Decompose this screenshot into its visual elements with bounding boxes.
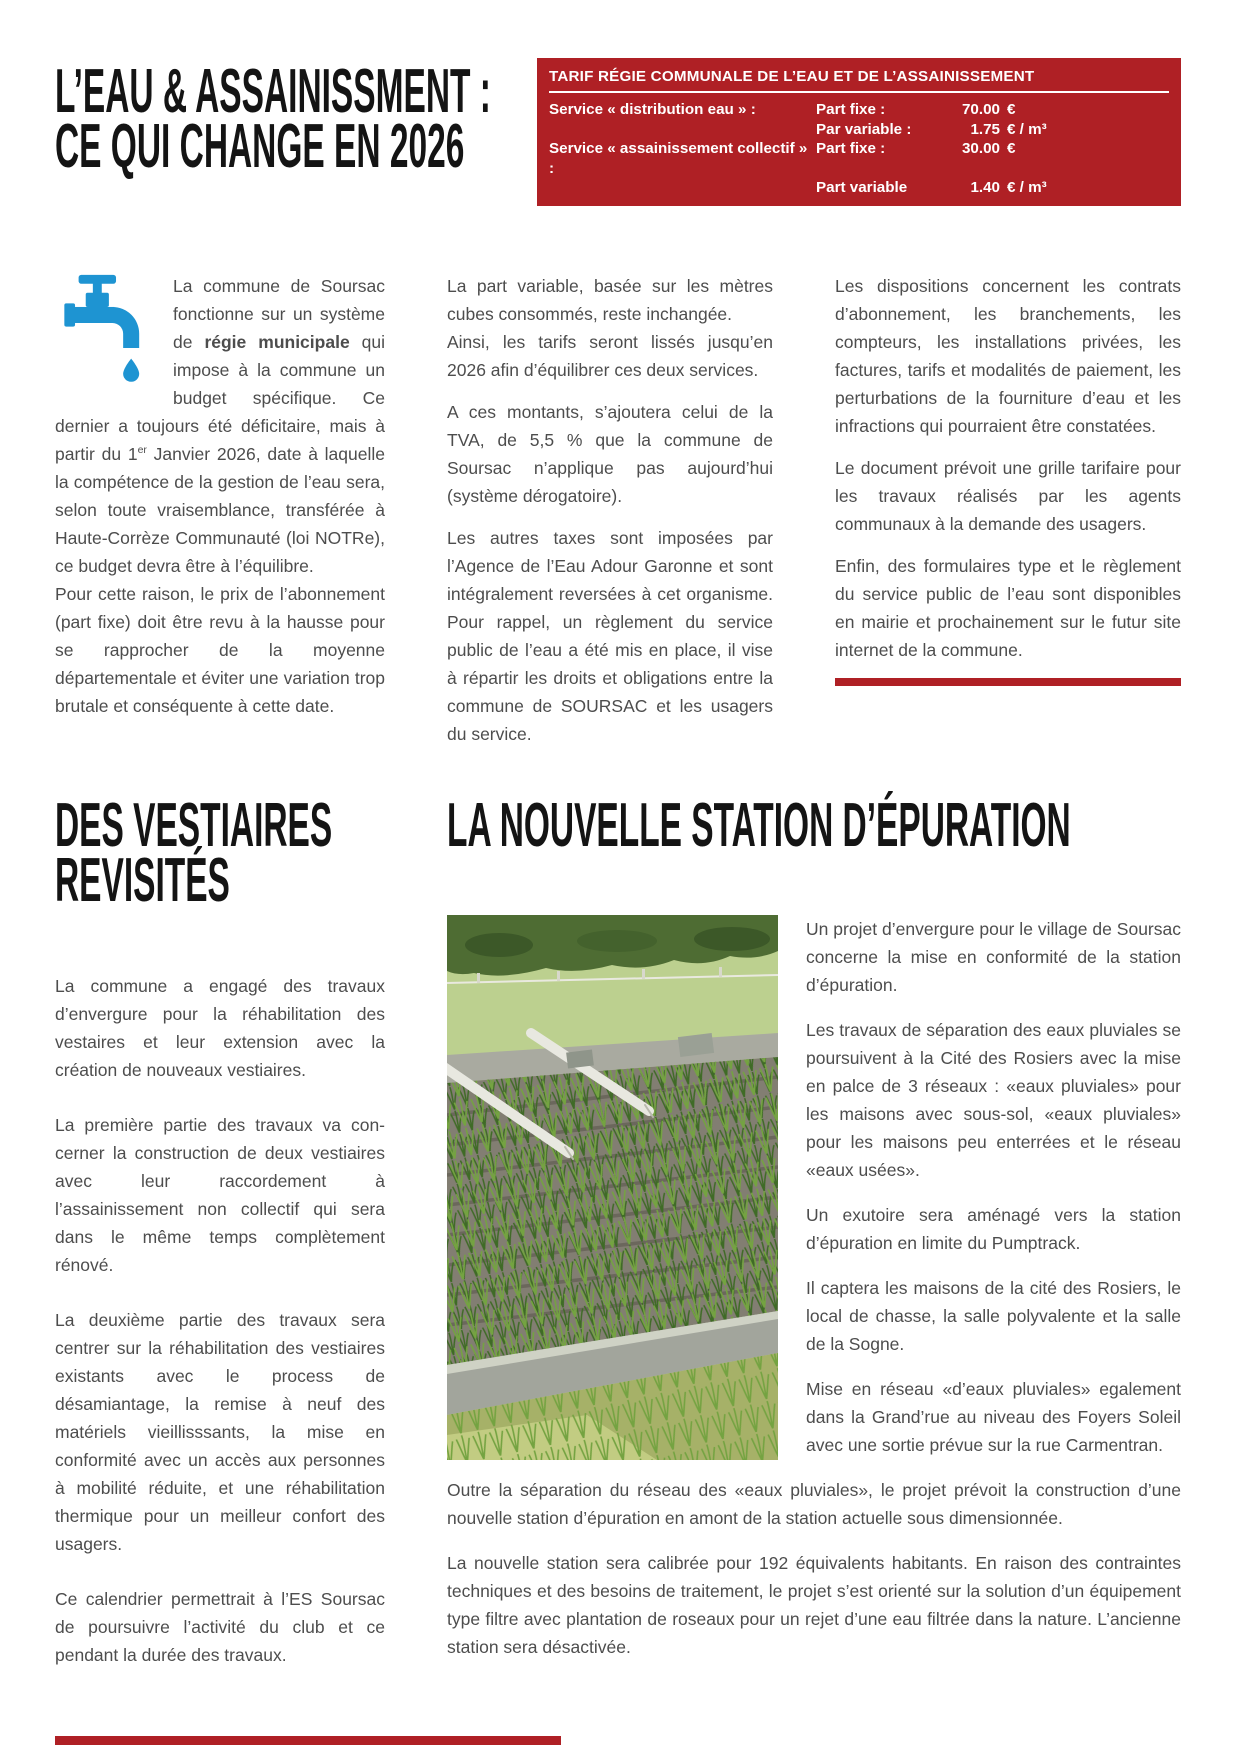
tariff-service <box>549 178 816 198</box>
tariff-part-label: Part variable <box>816 179 908 196</box>
tariff-part-label: Par variable : <box>816 120 912 138</box>
vestiaires-article <box>55 790 385 1696</box>
tariff-unit: € / m³ <box>1007 179 1047 196</box>
paragraph: A ces montants, s’ajoutera celui de la TVA, de 5,5 % que la commune de Soursac n’applique pas aujourd’hui (système dérogatoire). <box>447 401 773 506</box>
bottom-red-bar <box>55 1736 561 1745</box>
paragraph: Pour cette raison, le prix de l’abonnement (part fixe) doit être revu à la hausse pour se rapprocher de la moyenne départementale et éviter une variation trop brutale et conséquente à cette date. <box>55 583 385 716</box>
paragraph: Un projet d’envergure pour le village de Soursac concerne la mise en conformité de la station d’épuration. <box>806 918 1181 995</box>
water-article-header <box>55 58 1181 206</box>
station-photo <box>447 915 778 1460</box>
paragraph: Ce calendrier permettrait à l’ES Soursac de poursuivre l’activité du club et ce pendant la durée des travaux. <box>55 1588 385 1665</box>
tariff-row <box>549 139 1169 178</box>
station-title <box>447 790 1181 860</box>
second-section <box>55 790 1181 1696</box>
tariff-amount: 1.40 <box>970 179 1000 196</box>
water-column-1 <box>55 272 385 762</box>
tariff-part-label: Part fixe : <box>816 140 886 157</box>
water-article-body <box>55 272 1181 762</box>
paragraph: Outre la séparation du réseau des «eaux pluviales», le projet prévoit la construction d’une nouvelle station d’épuration en amont de la station actuelle sous dimensionnée. <box>447 1479 1181 1528</box>
tariff-title: TARIF RÉGIE COMMUNALE DE L’EAU ET DE L’ASSAINISSEMENT <box>549 68 1035 85</box>
tariff-amount: 70.00 <box>961 101 1000 118</box>
station-body <box>447 915 1181 1661</box>
text-run: qui impose à la commune un budget spécifique. Ce dernier a toujours été déficitaire, mais à partir du 1 <box>55 331 386 464</box>
tariff-service <box>549 120 816 140</box>
paragraph: La deuxième partie des travaux sera centrer sur la réhabilitation des vestiaires existants avec le process de désamiantage, la remise à neuf des matériels vieillisssants, la mise en conformité avec un accès aux personnes à mobilité réduite, et une réhabilitation thermique pour un meilleur confort des usagers. <box>55 1309 385 1554</box>
title-line-1: L’EAU & ASSAINISSMENT : <box>55 57 491 126</box>
paragraph: La nouvelle station sera calibrée pour 192 équivalents habitants. En raison des contraintes techniques et des besoins de traitement, le projet s’est orienté sur la solution d’un équipement type filtre avec plantation de roseaux pour un rejet d’une eau filtrée dans la nature. L’ancienne station sera désactivée. <box>447 1552 1181 1657</box>
vestiaires-title-line-2: REVISITÉS <box>55 845 230 915</box>
paragraph: Ainsi, les tarifs seront lissés jusqu’en 2026 afin d’équilibrer ces deux services. <box>447 331 773 380</box>
tariff-row <box>549 100 1169 120</box>
station-title-text: LA NOUVELLE STATION D’ÉPURATION <box>447 790 1071 860</box>
tariff-service: Service « distribution eau » : <box>549 101 756 118</box>
paragraph: Il captera les maisons de la cité des Rosiers, le local de chasse, la salle polyvalente et la salle de la Sogne. <box>806 1277 1181 1354</box>
water-column-2 <box>447 272 773 762</box>
station-article <box>447 790 1181 1696</box>
title-line-2: CE QUI CHANGE EN 2026 <box>55 112 465 181</box>
paragraph: La commune a engagé des travaux d’envergure pour la réhabilitation des vestaires et leur extension avec la création de nouveaux vestiaires. <box>55 975 385 1080</box>
tariff-unit: € / m³ <box>1007 120 1047 138</box>
faucet-icon <box>59 264 157 382</box>
tariff-divider <box>549 91 1169 93</box>
bold-text-run: régie municipale <box>204 331 350 352</box>
tariff-unit: € <box>1007 101 1016 118</box>
tariff-amount: 30.00 <box>961 140 1000 157</box>
tariff-box <box>537 58 1181 206</box>
tariff-service: Service « assainissement collectif » : <box>549 140 808 177</box>
tariff-unit: € <box>1007 140 1016 157</box>
paragraph: Le document prévoit une grille tarifaire pour les travaux réalisés par les agents communaux à la demande des usagers. <box>835 457 1181 534</box>
tariff-row <box>549 178 1169 198</box>
paragraph: La part variable, basée sur les mètres cubes consommés, reste inchangée. <box>447 275 773 324</box>
tariff-part-label: Part fixe : <box>816 101 886 118</box>
paragraph: Les autres taxes sont imposées par l’Agence de l’Eau Adour Garonne et sont intégralement reversées à cet organisme. Pour rappel, un règlement du service public de l’eau a été mis en place, il vise à répartir les droits et obligations entre la commune de SOURSAC et les usagers du service. <box>447 527 773 744</box>
paragraph: Mise en réseau «d’eaux pluviales» egalement dans la Grand’rue au niveau des Foyers Soleil avec une sortie prévue sur la rue Carmentran. <box>806 1378 1181 1455</box>
paragraph: Un exutoire sera aménagé vers la station d’épuration en limite du Pumptrack. <box>806 1204 1181 1253</box>
tariff-row <box>549 120 1169 140</box>
text-run: La commune de Soursac fonctionne sur un système de <box>173 275 385 352</box>
paragraph: La première partie des travaux va con-cerner la construction de deux vestiaires avec leur raccordement à l’assainissement non collectif qui sera dans le même temps complètement rénové. <box>55 1114 385 1275</box>
superscript: er <box>137 443 147 456</box>
vestiaires-title <box>55 790 385 915</box>
vestiaires-title-line-1: DES VESTIAIRES <box>55 790 333 860</box>
paragraph: Enfin, des formulaires type et le règlement du service public de l’eau sont disponibles en mairie et prochainement sur le futur site internet de la commune. <box>835 555 1181 660</box>
paragraph: Les travaux de séparation des eaux pluviales se poursuivent à la Cité des Rosiers avec la mise en palce de 3 réseaux : «eaux pluviales» pour les maisons avec sous-sol, «eaux pluviales» pour les maisons peu enterrées et le réseau «eaux usées». <box>806 1019 1181 1180</box>
water-column-3 <box>835 272 1181 762</box>
section-end-rule <box>835 678 1181 686</box>
text-run: Janvier 2026, date à laquelle la compétence de la gestion de l’eau sera, selon toute vraisemblance, transférée à Haute-Corrèze Communauté (loi NOTRe), ce budget devra être à l’équilibre. <box>55 443 386 576</box>
water-article-title <box>55 57 537 181</box>
paragraph: Les dispositions concernent les contrats d’abonnement, les branchements, les compteurs, les installations privées, les factures, tarifs et modalités de paiement, les perturbations de la fourniture d’eau et les infractions qui pourraient être constatées. <box>835 275 1181 436</box>
tariff-amount: 1.75 <box>970 120 1000 138</box>
